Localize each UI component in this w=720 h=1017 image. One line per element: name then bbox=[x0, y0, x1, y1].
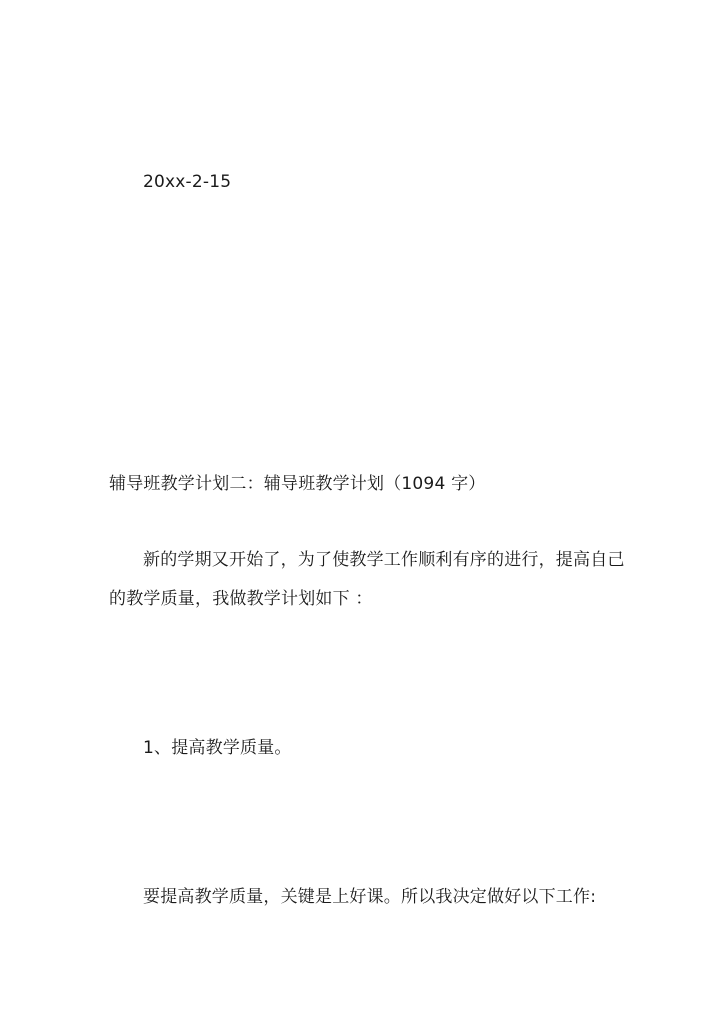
numbered-item-1: 1、提高教学质量。 bbox=[143, 738, 292, 758]
paragraph-teaching-quality: 要提高教学质量，关键是上好课。所以我决定做好以下工作: bbox=[143, 887, 597, 907]
document-date: 20xx-2-15 bbox=[143, 172, 232, 192]
paragraph-intro-line-1: 新的学期又开始了，为了使教学工作顺利有序的进行，提高自己 bbox=[143, 550, 625, 570]
section-heading: 辅导班教学计划二：辅导班教学计划（1094 字） bbox=[109, 474, 486, 494]
paragraph-intro-line-2: 的教学质量，我做教学计划如下 ： bbox=[109, 589, 373, 609]
